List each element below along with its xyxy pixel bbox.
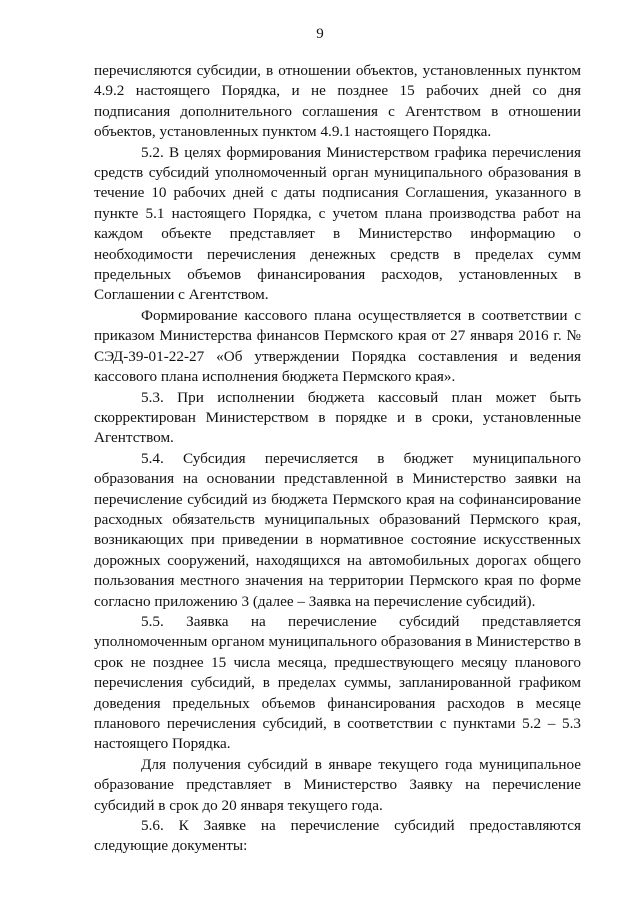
paragraph-cash-plan: Формирование кассового плана осуществляется в соответствии с приказом Министерства финансов Пермского края от 27 января 2016 г. № СЭД-39-01-22-27 «Об утверждении Порядка составления и ведения кассового плана исполнения бюджета Пермского края». [94, 306, 581, 386]
document-body [94, 61, 581, 857]
page-number: 9 [316, 26, 324, 42]
paragraph-continuation: перечисляются субсидии, в отношении объектов, установленных пунктом 4.9.2 настоящего Порядка, и не позднее 15 рабочих дней со дня подписания дополнительного соглашения с Агентством в отношении объектов, установленных пунктом 4.9.1 настоящего Порядка. [94, 62, 581, 141]
paragraph-5-2: 5.2. В целях формирования Министерством графика перечисления средств субсидий уполномоченный орган муниципального образования в течение 10 рабочих дней с даты подписания Соглашения, указанного в пункте 5.1 настоящего Порядка, с учетом плана производства работ на каждом объекте представляет в Министерство информацию о необходимости перечисления денежных средств в пределах сумм предельных объемов финансирования расходов, установленных в Соглашении с Агентством. [94, 143, 581, 304]
paragraph-january: Для получения субсидий в январе текущего года муниципальное образование представляет в Министерство Заявку на перечисление субсидий в срок до 20 января текущего года. [94, 755, 581, 814]
paragraph-5-6: 5.6. К Заявке на перечисление субсидий предоставляются следующие документы: [94, 817, 581, 855]
paragraph-5-4: 5.4. Субсидия перечисляется в бюджет муниципального образования на основании представленной в Министерство заявки на перечисление субсидий из бюджета Пермского края на софинансирование расходных обязательств муниципальных образований Пермского края, возникающих при приведении в нормативное состояние искусственных дорожных сооружений, находящихся на автомобильных дорогах общего пользования местного значения на территории Пермского края по форме согласно приложению 3 (далее – Заявка на перечисление субсидий). [94, 449, 581, 610]
paragraph-5-3: 5.3. При исполнении бюджета кассовый план может быть скорректирован Министерством в порядке и в сроки, установленные Агентством. [94, 388, 581, 447]
paragraph-5-5: 5.5. Заявка на перечисление субсидий представляется уполномоченным органом муниципального образования в Министерство в срок не позднее 15 числа месяца, предшествующего месяцу планового перечисления субсидий, в пределах суммы, запланированной графиком доведения предельных объемов финансирования расходов в месяце планового перечисления субсидий, в соответствии с пунктами 5.2 – 5.3 настоящего Порядка. [94, 612, 581, 753]
